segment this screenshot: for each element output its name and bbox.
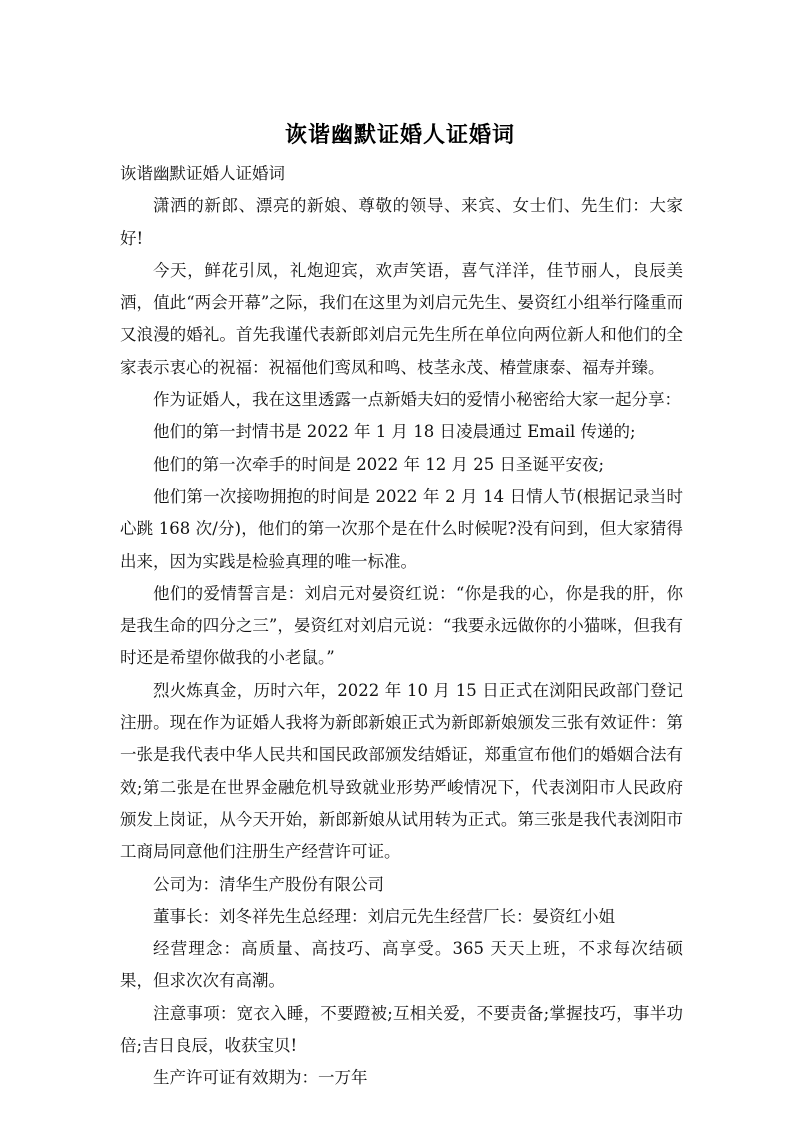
paragraph: 公司为：清华生产股份有限公司 bbox=[153, 874, 384, 894]
paragraph: 董事长：刘冬祥先生总经理：刘启元先生经营厂长：晏资红小姐 bbox=[153, 906, 615, 926]
paragraph: 他们的爱情誓言是：刘启元对晏资红说：“你是我的心，你是我的肝，你是我生命的四分之三”，晏资红对刘启元说：“我要永远做你的小猫咪，但我有时还是希望你做我的小老鼠。” bbox=[120, 583, 683, 668]
paragraph: 生产许可证有效期为：一万年 bbox=[153, 1068, 368, 1088]
paragraph-subtitle: 诙谐幽默证婚人证婚词 bbox=[120, 164, 285, 183]
paragraph: 作为证婚人，我在这里透露一点新婚夫妇的爱情小秘密给大家一起分享： bbox=[153, 390, 681, 410]
document-title: 诙谐幽默证婚人证婚词 bbox=[284, 123, 515, 148]
paragraph: 他们的第一次牵手的时间是 2022 年 12 月 25 日圣诞平安夜; bbox=[153, 454, 605, 474]
document-body bbox=[120, 158, 683, 1095]
paragraph: 经营理念：高质量、高技巧、高享受。365 天天上班，不求每次结硕果，但求次次有高潮。 bbox=[120, 939, 683, 991]
paragraph: 他们的第一封情书是 2022 年 1 月 18 日凌晨通过 Email 传递的; bbox=[153, 422, 636, 442]
paragraph: 今天，鲜花引凤，礼炮迎宾，欢声笑语，喜气洋洋，佳节丽人，良辰美酒，值此“两会开幕”之际，我们在这里为刘启元先生、晏资红小组举行隆重而又浪漫的婚礼。首先我谨代表新郎刘启元先生所在单位向两位新人和他们的全家表示衷心的祝福：祝福他们鸾凤和鸣、枝茎永茂、椿萱康泰、福寿并臻。 bbox=[120, 260, 683, 377]
paragraph: 潇洒的新郎、漂亮的新娘、尊敬的领导、来宾、女士们、先生们：大家好! bbox=[120, 196, 683, 248]
paragraph: 注意事项：宽衣入睡，不要蹬被;互相关爱，不要责备;掌握技巧，事半功倍;吉日良辰，收获宝贝! bbox=[120, 1003, 683, 1056]
paragraph: 烈火炼真金，历时六年，2022 年 10 月 15 日正式在浏阳民政部门登记注册。现在作为证婚人我将为新郎新娘正式为新郎新娘颁发三张有效证件：第一张是我代表中华人民共和国民政部颁发结婚证，郑重宣布他们的婚姻合法有效;第二张是在世界金融危机导致就业形势严峻情况下，代表浏阳市人民政府颁发上岗证，从今天开始，新郎新娘从试用转为正式。第三张是我代表浏阳市工商局同意他们注册生产经营许可证。 bbox=[120, 680, 683, 862]
paragraph: 他们第一次接吻拥抱的时间是 2022 年 2 月 14 日情人节(根据记录当时心跳 168 次/分)，他们的第一次那个是在什么时候呢?没有问到，但大家猜得出来，因为实践是检验真理的唯一标准。 bbox=[120, 486, 683, 571]
